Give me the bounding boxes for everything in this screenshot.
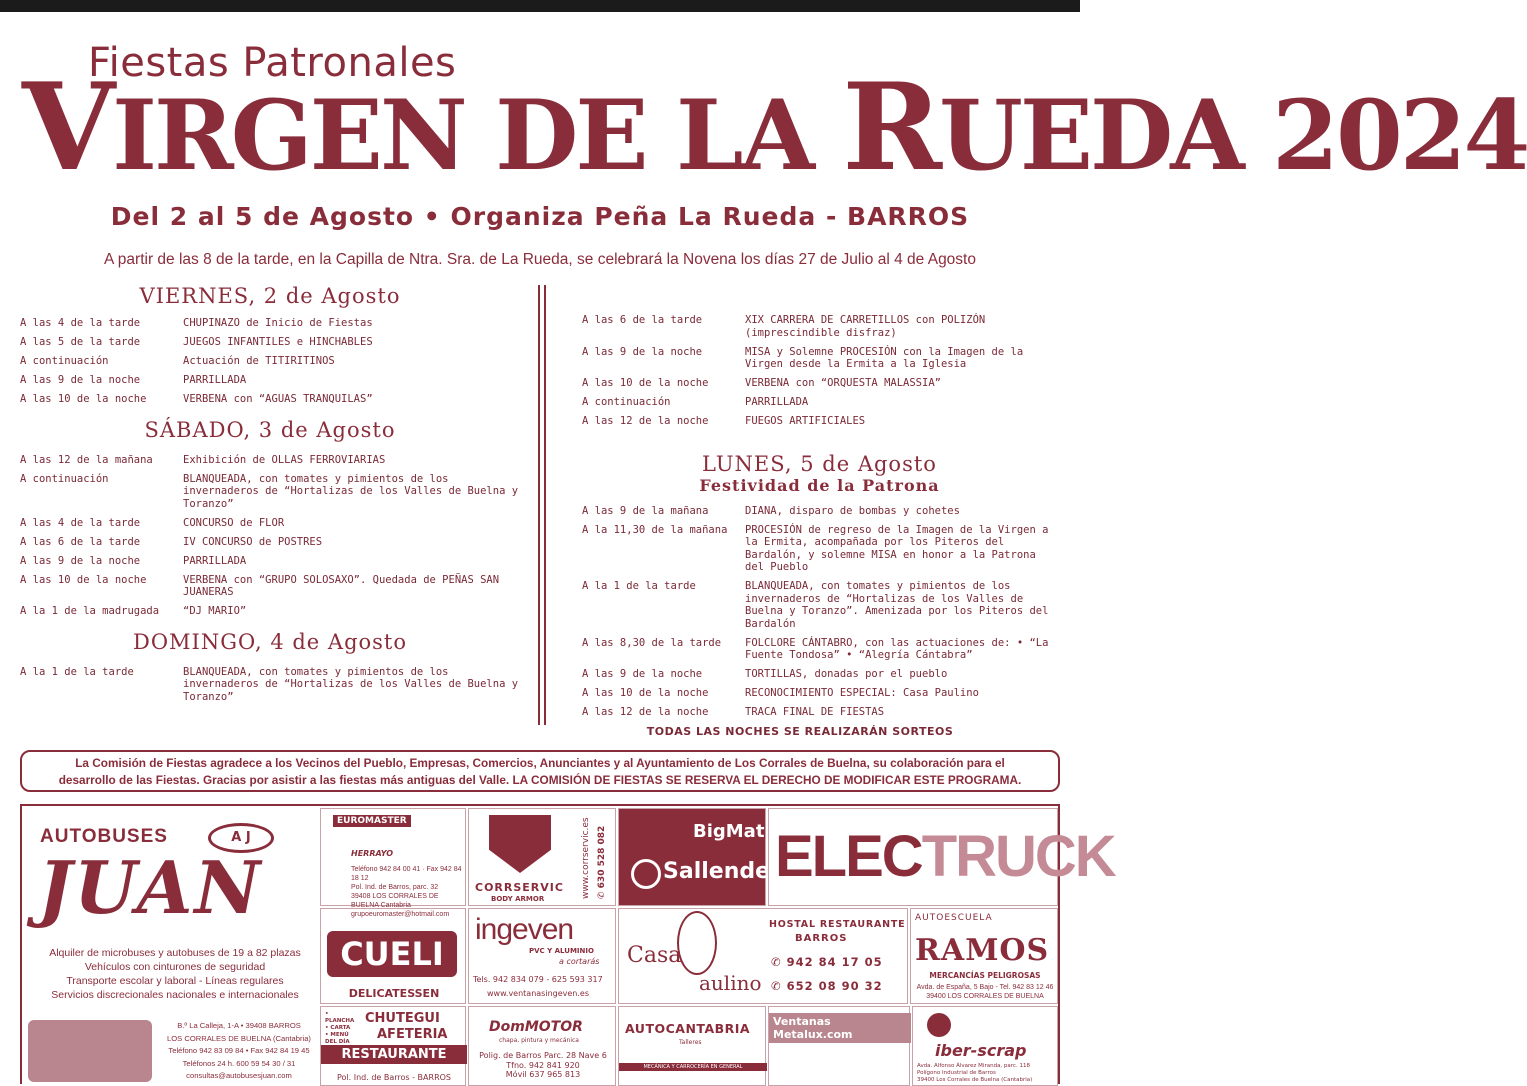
- iberscrap-name: iber-scrap: [935, 1041, 1027, 1060]
- ventanas-domain: .com: [822, 1028, 853, 1041]
- ingeven-logo: ingeven: [475, 913, 574, 946]
- schedule-time: A las 6 de la tarde: [20, 535, 141, 548]
- schedule-time: A las 10 de la noche: [582, 687, 709, 699]
- corrservic-name: CORRSERVIC: [475, 881, 564, 894]
- schedule-row: [582, 314, 1057, 339]
- schedule-time: A las 5 de la tarde: [20, 336, 141, 348]
- schedule-domingo: [20, 666, 520, 704]
- euromaster-line-1: Teléfono 942 84 00 41 · Fax 942 84 18 12: [351, 866, 462, 882]
- ramos-addr-2: 39400 LOS CORRALES DE BUELNA: [926, 993, 1044, 1000]
- sallende-name: Sallende: [663, 859, 771, 884]
- ad-autobuses-services: [30, 946, 320, 1002]
- schedule-activity: “DJ MARIO”: [183, 605, 247, 617]
- ad-autobuses-name: JUAN: [38, 845, 263, 930]
- column-divider: [538, 285, 546, 725]
- ingeven-web: www.ventanasingeven.es: [487, 989, 589, 998]
- euromaster-line-4: grupoeuromaster@hotmail.com: [351, 911, 450, 918]
- day-title-viernes: VIERNES, 2 de Agosto: [139, 284, 401, 308]
- corrservic-web: www.corrservic.es: [581, 817, 591, 899]
- casa-paulino-tel-1: ✆ 942 84 17 05: [771, 955, 883, 969]
- ingeven-tel: Tels. 942 834 079 - 625 593 317: [473, 975, 603, 984]
- schedule-row: [582, 377, 1057, 390]
- schedule-row: [20, 666, 520, 704]
- ad-autobuses-addr-3: Teléfono 942 83 09 84 • Fax 942 84 19 45: [168, 1046, 310, 1055]
- schedule-row: [20, 517, 520, 530]
- schedule-activity: PARRILLADA: [183, 554, 247, 567]
- dommotor-mob: Móvil 637 965 813: [505, 1070, 581, 1079]
- electruck-logo: [775, 823, 1115, 890]
- ad-autobuses-address: [160, 1020, 318, 1083]
- left-column: [20, 284, 520, 710]
- schedule-time: A las 9 de la noche: [20, 554, 141, 567]
- chutegui-side: • PLANCHA • CARTA • MENÚ DEL DÍA: [325, 1011, 355, 1045]
- schedule-activity: PARRILLADA: [183, 374, 247, 386]
- euromaster-logo: EUROMASTER: [333, 815, 411, 827]
- iberscrap-logo-icon: [927, 1013, 951, 1037]
- schedule-activity: BLANQUEADA, con tomates y pimientos de los invernaderos de “Hortalizas de los Valles de Buelna y Toranzo”: [183, 472, 519, 510]
- day-title-domingo: DOMINGO, 4 de Agosto: [132, 629, 408, 654]
- sponsors-area: [20, 804, 1115, 1084]
- schedule-time: A la 1 de la tarde: [582, 580, 696, 592]
- thanks-line-1: La Comisión de Fiestas agradece a los Vecinos del Pueblo, Empresas, Comercios, Anunciantes y al Ayuntamiento de Los Corrales de Buelna, su colaboración para el: [75, 756, 1005, 770]
- schedule-time: A las 9 de la mañana: [582, 504, 709, 517]
- schedule-activity: BLANQUEADA, con tomates y pimientos de los invernaderos de “Hortalizas de los Valles de Buelna y Toranzo”: [183, 665, 519, 703]
- schedule-row: [20, 473, 520, 511]
- schedule-activity: IV CONCURSO de POSTRES: [183, 535, 323, 548]
- iberscrap-addr-1: Avda. Alfonso Álvarez Miranda, parc. 118: [917, 1063, 1030, 1069]
- shield-icon: [489, 815, 551, 873]
- schedule-row: [20, 374, 520, 387]
- schedule-activity: PARRILLADA: [745, 396, 809, 408]
- ad-autobuses-line-2: Vehículos con cinturones de seguridad: [84, 961, 266, 973]
- schedule-activity: FOLCLORE CÁNTABRO, con las actuaciones de: • “La Fuente Tondosa” • “Alegría Cántabra”: [745, 636, 1049, 661]
- chutegui-line-2: AFETERIA: [377, 1027, 448, 1042]
- schedule-row: [582, 687, 1057, 700]
- schedule-row: [582, 637, 1057, 662]
- schedule-time: A las 12 de la noche: [582, 706, 709, 718]
- schedule-row: [20, 336, 520, 349]
- dommotor-info: [469, 1051, 617, 1080]
- schedule-activity: TORTILLAS, donadas por el pueblo: [745, 668, 948, 680]
- schedule-activity: VERBENA con “GRUPO SOLOSAXO”. Quedada de PEÑAS SAN JUANERAS: [183, 573, 500, 598]
- schedule-time: A las 4 de la tarde: [20, 516, 141, 529]
- ingeven-sub: PVC Y ALUMINIO: [529, 947, 594, 955]
- ad-euromaster: [320, 808, 466, 918]
- corrservic-phone: ✆ 630 528 082: [597, 825, 607, 899]
- casa-paulino-emblem: [677, 911, 717, 975]
- sallende-logo-icon: [631, 859, 661, 889]
- schedule-activity: VERBENA con “ORQUESTA MALASSIA”: [745, 377, 941, 389]
- ad-corrservic: [468, 808, 616, 906]
- casa-paulino-logo-1: Casa: [627, 943, 682, 968]
- thanks-box: [20, 750, 1060, 792]
- schedule-row: [20, 574, 520, 599]
- schedule-row: [582, 415, 1057, 428]
- schedule-activity: RECONOCIMIENTO ESPECIAL: Casa Paulino: [745, 687, 979, 699]
- schedule-activity: JUEGOS INFANTILES e HINCHABLES: [183, 336, 373, 348]
- schedule-time: A continuación: [20, 355, 109, 367]
- day-title-sabado: SÁBADO, 3 de Agosto: [144, 417, 396, 442]
- schedule-row: [20, 393, 520, 406]
- ramos-name: RAMOS: [915, 933, 1050, 968]
- autocantabria-bar: MECÁNICA Y CARROCERÍA EN GENERAL: [619, 1063, 767, 1071]
- title-initial-v: V: [22, 57, 113, 198]
- schedule-activity: DIANA, disparo de bombas y cohetes: [745, 504, 960, 517]
- ingeven-script: a cortarás: [559, 957, 600, 966]
- ad-autobuses-addr-2: LOS CORRALES DE BUELNA (Cantabria): [167, 1033, 311, 1043]
- schedule-time: A continuación: [582, 396, 671, 408]
- chutegui-name: CHUTEGUI: [365, 1011, 440, 1026]
- ad-autobuses-line-3: Transporte escolar y laboral - Líneas regulares: [66, 975, 284, 987]
- iberscrap-addr-3: 39400 Los Corrales de Buelna (Cantabria): [917, 1077, 1033, 1083]
- schedule-time: A las 10 de la noche: [20, 393, 147, 405]
- right-column: [582, 314, 1057, 725]
- schedule-activity: CHUPINAZO de Inicio de Fiestas: [183, 317, 373, 329]
- schedule-activity: VERBENA con “AGUAS TRANQUILAS”: [183, 393, 373, 405]
- schedule-activity: MISA y Solemne PROCESIÓN con la Imagen de la Virgen desde la Ermita a la Iglesia: [745, 345, 1024, 370]
- casa-paulino-tel-2-value: 652 08 90 32: [786, 979, 883, 993]
- euromaster-line-3: 39408 LOS CORRALES DE BUELNA Cantabria: [351, 893, 439, 909]
- schedule-time: A las 12 de la noche: [582, 415, 709, 427]
- euromaster-company: HERRAYO: [351, 849, 394, 858]
- day-subtitle-lunes: Festividad de la Patrona: [699, 475, 940, 495]
- bigmat-logo: BigMat: [693, 821, 765, 842]
- schedule-time: A las 4 de la tarde: [20, 317, 141, 329]
- bus-image: [28, 1020, 152, 1082]
- schedule-viernes: [20, 317, 520, 406]
- schedule-row: [20, 454, 520, 467]
- schedule-activity: FUEGOS ARTIFICIALES: [745, 415, 866, 427]
- ad-autobuses-addr-4: Teléfonos 24 h. 600 59 54 30 / 31: [182, 1058, 296, 1068]
- autocantabria-sub: Talleres: [679, 1039, 702, 1046]
- ad-iberscrap: [912, 1006, 1058, 1086]
- schedule-activity: BLANQUEADA, con tomates y pimientos de los invernaderos de “Hortalizas de los Valles de Buelna y Toranzo”. Amenizada por los Piteros del Bardalón: [745, 580, 1049, 630]
- schedule-row: [582, 346, 1057, 371]
- schedule-row: [582, 396, 1057, 409]
- schedule-sabado: [20, 454, 520, 618]
- schedule-row: [20, 355, 520, 368]
- novena-line: A partir de las 8 de la tarde, en la Capilla de Ntra. Sra. de La Rueda, se celebrará la Novena los días 27 de Julio al 4 de Agosto: [104, 251, 976, 268]
- chutegui-address: Pol. Ind. de Barros - BARROS: [336, 1073, 452, 1082]
- casa-paulino-tel-2: ✆ 652 08 90 32: [771, 979, 883, 993]
- iberscrap-address: [917, 1063, 1032, 1084]
- schedule-time: A las 9 de la noche: [582, 668, 703, 680]
- chutegui-line-3: RESTAURANTE: [321, 1045, 467, 1064]
- schedule-row: [20, 555, 520, 568]
- ad-autobuses-juan: [22, 806, 318, 1082]
- cueli-logo: CUELI: [327, 931, 457, 977]
- schedule-row: [20, 317, 520, 330]
- ad-autobuses-line-1: Alquiler de microbuses y autobuses de 19 a 82 plazas: [49, 947, 301, 959]
- dommotor-sub: chapa, pintura y mecánica: [499, 1037, 579, 1044]
- casa-paulino-place: BARROS: [795, 933, 848, 944]
- schedule-row: [582, 505, 1057, 518]
- schedule-time: A las 12 de la mañana: [20, 453, 153, 466]
- schedule-domingo-continued: [582, 314, 1057, 428]
- schedule-time: A las 9 de la noche: [20, 374, 141, 386]
- schedule-time: A las 6 de la tarde: [582, 314, 703, 326]
- casa-paulino-logo-2: aulino: [699, 971, 762, 995]
- schedule-time: A la 1 de la madrugada: [20, 605, 160, 617]
- ad-autobuses-addr-5: consultas@autobusesjuan.com: [186, 1071, 292, 1080]
- poster-subtitle: Fiestas Patronales: [88, 40, 457, 86]
- ad-autoescuela-ramos: [910, 908, 1058, 1004]
- ad-electruck: [768, 808, 1115, 906]
- ramos-top: AUTOESCUELA: [915, 913, 993, 923]
- schedule-activity: Exhibición de OLLAS FERROVIARIAS: [183, 453, 386, 466]
- schedule-time: A las 9 de la noche: [582, 345, 703, 358]
- schedule-time: A las 10 de la noche: [582, 377, 709, 389]
- ventanas-name: Ventanas Metalux: [773, 1015, 831, 1041]
- schedule-row: [582, 580, 1057, 630]
- schedule-row: [582, 668, 1057, 681]
- schedule-time: A continuación: [20, 472, 109, 485]
- thanks-line-2: desarrollo de las Fiestas. Gracias por asistir a las fiestas más antiguas del Valle. LA COMISIÓN DE FIESTAS SE RESERVA EL DERECHO DE MODIFICAR ESTE PROGRAMA.: [58, 773, 1022, 787]
- ad-autocantabria: [618, 1006, 766, 1086]
- ad-chutegui: [320, 1006, 466, 1086]
- title-part-1: IRGEN DE LA: [112, 79, 843, 192]
- casa-paulino-head: HOSTAL RESTAURANTE: [769, 919, 906, 930]
- ad-autobuses-line-4: Servicios discrecionales nacionales e internacionales: [51, 989, 299, 1001]
- ad-casa-paulino: [618, 908, 908, 1004]
- schedule-time: A las 8,30 de la tarde: [582, 636, 722, 649]
- ventanas-logo: [769, 1013, 911, 1043]
- schedule-row: [20, 605, 520, 618]
- schedule-activity: PROCESIÓN de regreso de la Imagen de la Virgen a la Ermita, acompañada por los Piteros del Bardalón, y solemne MISA en honor a la Patrona del Pueblo: [745, 523, 1049, 573]
- ramos-sub: MERCANCÍAS PELIGROSAS: [929, 971, 1041, 980]
- schedule-time: A la 1 de la tarde: [20, 665, 134, 678]
- ad-dommotor: [468, 1006, 616, 1086]
- electruck-part-2: TRUCK: [921, 824, 1115, 889]
- ad-autobuses-addr-1: B.º La Calleja, 1-A • 39408 BARROS: [177, 1021, 301, 1030]
- schedule-row: [20, 536, 520, 549]
- day-title-lunes: LUNES, 5 de Agosto: [702, 451, 937, 476]
- schedule-activity: XIX CARRERA DE CARRETILLOS con POLIZÓN (imprescindible disfraz): [745, 314, 986, 339]
- title-initial-r: R: [842, 57, 940, 198]
- ramos-addr-1: Avda. de España, 5 Bajo - Tel. 942 83 12 46: [916, 984, 1054, 991]
- schedule-row: [582, 524, 1057, 574]
- schedule-lunes: [582, 505, 1057, 719]
- dommotor-addr: Polig. de Barros Parc. 28 Nave 6: [479, 1051, 607, 1060]
- iberscrap-addr-2: Polígono Industrial de Barros: [917, 1070, 996, 1076]
- casa-paulino-tel-1-value: 942 84 17 05: [786, 955, 883, 969]
- dommotor-logo: DomMOTOR: [489, 1019, 583, 1035]
- schedule-time: A la 11,30 de la mañana: [582, 523, 728, 536]
- autocantabria-logo: AUTOCANTABRIA: [625, 1021, 751, 1036]
- title-part-2: UEDA 2024: [939, 79, 1527, 192]
- ramos-address: [911, 983, 1059, 1001]
- euromaster-line-2: Pol. Ind. de Barros, parc. 32: [351, 884, 439, 891]
- schedule-activity: Actuación de TITIRITINOS: [183, 355, 335, 367]
- sorteos-note: TODAS LAS NOCHES SE REALIZARÁN SORTEOS: [646, 725, 954, 738]
- electruck-part-1: ELEC: [775, 824, 922, 889]
- corrservic-sub: BODY ARMOR: [491, 895, 545, 903]
- schedule-time: A las 10 de la noche: [20, 573, 147, 586]
- dommotor-tel: Tfno. 942 841 920: [506, 1060, 580, 1070]
- ad-autobuses-label: AUTOBUSES: [40, 826, 168, 847]
- schedule-activity: TRACA FINAL DE FIESTAS: [745, 706, 885, 718]
- ad-ventanas-metalux: [768, 1006, 910, 1086]
- ad-ingeven: [468, 908, 616, 1004]
- schedule-activity: CONCURSO de FLOR: [183, 516, 285, 529]
- ad-bigmat-sallende: [618, 808, 771, 906]
- top-bar: [0, 0, 1080, 12]
- ad-cueli: [320, 908, 466, 1004]
- cueli-sub: DELICATESSEN: [348, 987, 440, 1000]
- ad-autobuses-logo-badge: A J: [208, 823, 274, 853]
- schedule-row: [582, 706, 1057, 719]
- dates-line: Del 2 al 5 de Agosto • Organiza Peña La Rueda - BARROS: [110, 202, 970, 231]
